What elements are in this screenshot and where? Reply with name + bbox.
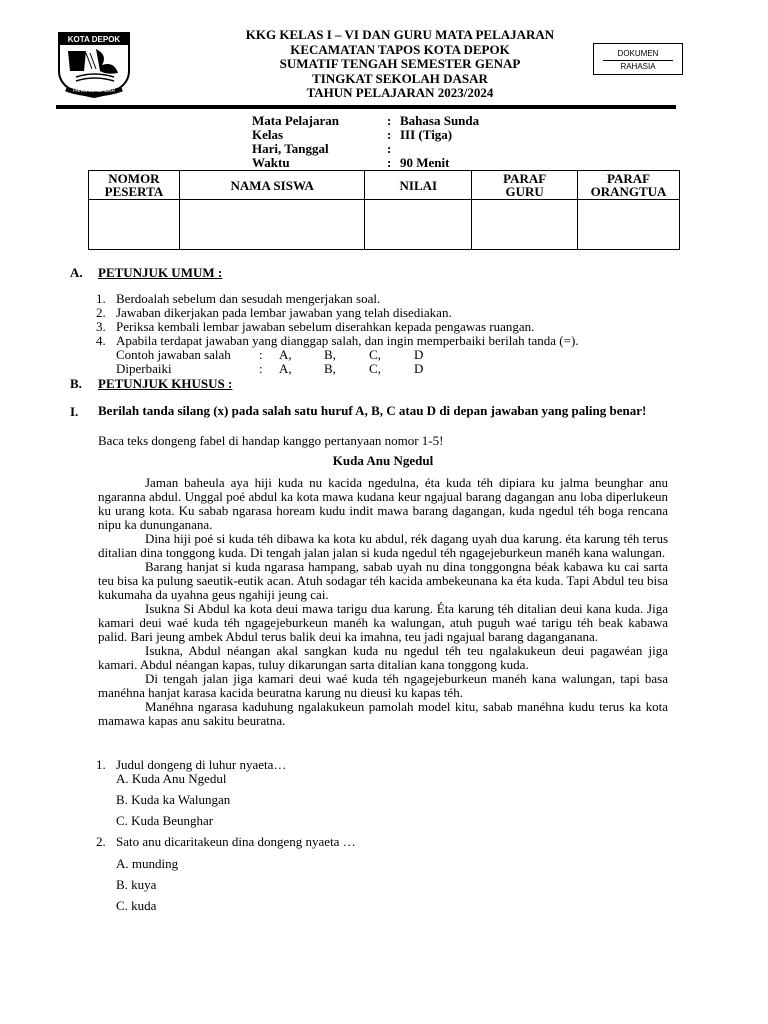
part-i-instruction: Berilah tanda silang (x) pada salah satu huruf A, B, C atau D di depan jawaban yang paling benar! bbox=[98, 403, 647, 418]
logo-text-top: KOTA DEPOK bbox=[67, 35, 121, 44]
story-paragraph: Isukna, Abdul néangan akal sangkan kuda nu ngedul téh teu ngalakukeun deui pagawéan jiga kamari. Abdul néangan kapas, tuluy dikarungan sarta ditalian kana tonggong kuda. bbox=[98, 643, 668, 672]
dokumen-rahasia-box bbox=[593, 43, 683, 75]
header-line: KECAMATAN TAPOS KOTA DEPOK bbox=[290, 41, 510, 57]
header-divider bbox=[56, 105, 676, 109]
info-row-class: Kelas : III (Tiga) bbox=[252, 127, 453, 142]
document-header bbox=[150, 28, 650, 101]
header-paraf-orangtua: PARAF ORANGTUA bbox=[578, 171, 680, 200]
story-paragraph: Di tengah jalan jiga kamari deui waé kuda téh ngagejeburkeun manéh kana walungan, tapi basa manéhna hanjat karasa kacida beuratna karung nu dieusi ku kapas téh. bbox=[98, 671, 668, 700]
question-2-option-b[interactable]: B. kuya bbox=[116, 877, 157, 892]
exam-info bbox=[252, 114, 479, 170]
header-nilai: NILAI bbox=[365, 171, 472, 200]
cell-nomor-peserta[interactable] bbox=[89, 200, 180, 250]
list-item: 3. Periksa kembali lembar jawaban sebelum diserahkan kepada pengawas ruangan. bbox=[96, 319, 535, 334]
header-line: SUMATIF TENGAH SEMESTER GENAP bbox=[279, 56, 521, 72]
general-instructions-list bbox=[96, 292, 666, 376]
dokumen-label: DOKUMEN bbox=[617, 49, 659, 58]
info-row-date: Hari, Tanggal : bbox=[252, 141, 392, 156]
header-line: KKG KELAS I – VI DAN GURU MATA PELAJARAN bbox=[245, 27, 555, 42]
student-identity-table bbox=[88, 170, 680, 250]
info-row-time: Waktu : 90 Menit bbox=[252, 155, 450, 170]
question-1-option-a[interactable]: A. Kuda Anu Ngedul bbox=[116, 771, 227, 786]
part-i-number: I. bbox=[70, 404, 79, 419]
logo-text-bottom: PANCARA DABAR bbox=[72, 88, 116, 94]
question-2-option-a[interactable]: A. munding bbox=[116, 856, 179, 871]
example-wrong-answer: Contoh jawaban salah : A, B, C, D bbox=[116, 347, 424, 362]
cell-paraf-orangtua[interactable] bbox=[578, 200, 680, 250]
header-paraf-guru: PARAF GURU bbox=[472, 171, 578, 200]
header-nomor-peserta: NOMOR PESERTA bbox=[89, 171, 180, 200]
list-item: 4. Apabila terdapat jawaban yang dianggap salah, dan ingin memperbaiki berilah tanda (=). bbox=[96, 333, 579, 348]
story-paragraph: Barang hanjat si kuda ngarasa hampang, sabab uyah nu dina tonggongna béak kabawa ku cai sarta teu bisa ka pulung saeutik-eutik acan. Atuh sodagar téh kacida ambekeunana ka éta kuda. Tapi Abdul teu bisa kukumaha da uyahna geus ngahiji jeung cai. bbox=[98, 559, 668, 602]
story-text bbox=[98, 476, 668, 728]
story-paragraph: Isukna Si Abdul ka kota deui mawa tarigu dua karung. Éta karung téh ditalian deui kana kuda. Jiga kamari deui waé kuda téh ngagejeburkeun manéh ka walungan, atuh puguh waé tarigu téh beak kabawa palid. Bari jeung ambek Abdul terus balik deui ka imahna, teu jadi ngajual barang daganganana. bbox=[98, 601, 668, 644]
part-i-subinstruction: Baca teks dongeng fabel di handap kanggo pertanyaan nomor 1-5! bbox=[98, 433, 444, 448]
header-nama-siswa: NAMA SISWA bbox=[179, 171, 365, 200]
question-2-option-c[interactable]: C. kuda bbox=[116, 898, 157, 913]
section-a-heading: A. PETUNJUK UMUM : bbox=[70, 265, 223, 280]
header-line: TAHUN PELAJARAN 2023/2024 bbox=[306, 85, 494, 101]
story-paragraph: Jaman baheula aya hiji kuda nu kacida ngedulna, éta kuda téh dipiara ku jalma beunghar anu ngaranna abdul. Unggal poé abdul ka kota mawa kudana keur ngajual barang dagangan anu loba diperlukeun ku urang kota. Ku sabab ngarasa hoream kudu indit mawa barang dagangan, kuda ngedul téh boga rencana nipu ka dununganana. bbox=[98, 475, 668, 532]
story-paragraph: Dina hiji poé si kuda téh dibawa ka kota ku abdul, rék dagang uyah dua karung. éta karung téh terus ditalian dina tonggong kuda. Di tengah jalan jalan si kuda ngedul téh ngagejeburkeun manéh kana walungan. bbox=[98, 531, 668, 560]
list-item: 1. Berdoalah sebelum dan sesudah mengerjakan soal. bbox=[96, 291, 381, 306]
kota-depok-emblem-icon bbox=[56, 31, 132, 99]
question-1-option-b[interactable]: B. Kuda ka Walungan bbox=[116, 792, 231, 807]
story-paragraph: Manéhna ngarasa kaduhung ngalakukeun pamolah model kitu, sabab manéhna kudu terus ka kota mamawa kapas anu sakitu beuratna. bbox=[98, 699, 668, 728]
cell-paraf-guru[interactable] bbox=[472, 200, 578, 250]
cell-nilai[interactable] bbox=[365, 200, 472, 250]
list-item: 2. Jawaban dikerjakan pada lembar jawaban yang telah disediakan. bbox=[96, 305, 452, 320]
story-title: Kuda Anu Ngedul bbox=[332, 453, 434, 468]
header-line: TINGKAT SEKOLAH DASAR bbox=[312, 70, 488, 86]
info-row-subject: Mata Pelajaran : Bahasa Sunda bbox=[252, 113, 480, 128]
rahasia-label: RAHASIA bbox=[620, 62, 656, 71]
example-fixed-answer: Diperbaiki : A, B, C, D bbox=[116, 361, 424, 376]
question-1-option-c[interactable]: C. Kuda Beunghar bbox=[116, 813, 214, 828]
kota-depok-logo bbox=[56, 31, 132, 99]
cell-nama-siswa[interactable] bbox=[179, 200, 365, 250]
section-b-heading: B. PETUNJUK KHUSUS : bbox=[70, 376, 233, 391]
